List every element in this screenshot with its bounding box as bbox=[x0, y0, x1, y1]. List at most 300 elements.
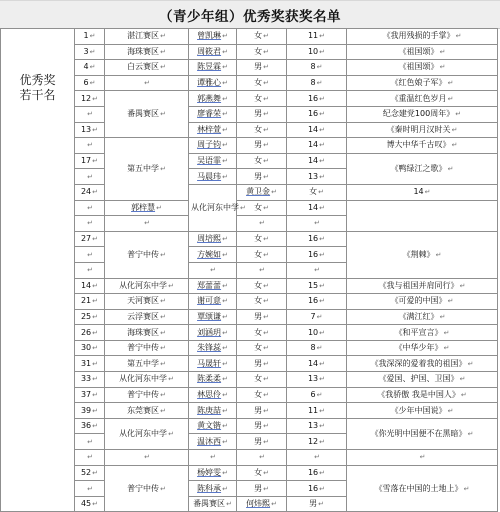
name-cell-text: 马晨玮 bbox=[197, 171, 222, 181]
gender-cell-text: 男 bbox=[254, 358, 263, 368]
school-cell bbox=[189, 496, 237, 512]
table-row bbox=[1, 231, 498, 247]
award-line-2: 若干名 bbox=[19, 88, 56, 102]
serial-cell bbox=[75, 450, 105, 466]
name-cell-text: 朱锋蕊 bbox=[197, 343, 222, 353]
name-cell bbox=[189, 75, 237, 91]
return-mark-icon: ↵ bbox=[459, 281, 466, 290]
school-cell bbox=[105, 465, 189, 512]
name-cell bbox=[189, 434, 237, 450]
age-cell-text: 15 bbox=[307, 280, 319, 290]
return-mark-icon: ↵ bbox=[424, 188, 431, 197]
return-mark-icon: ↵ bbox=[263, 359, 269, 368]
award-table-body bbox=[1, 29, 498, 512]
table-row bbox=[1, 278, 498, 294]
school-cell-text: 普宁中传 bbox=[127, 483, 160, 493]
school-cell bbox=[105, 418, 189, 449]
serial-cell bbox=[75, 356, 105, 372]
name-cell bbox=[237, 184, 287, 200]
name-cell bbox=[189, 122, 237, 138]
name-cell bbox=[189, 481, 237, 497]
gender-cell-text: 女 bbox=[254, 249, 263, 259]
age-cell-text: 14 bbox=[307, 156, 319, 166]
return-mark-icon: ↵ bbox=[144, 219, 150, 228]
gender-cell bbox=[237, 106, 287, 122]
serial-cell bbox=[75, 247, 105, 263]
gender-cell bbox=[237, 278, 287, 294]
return-mark-icon: ↵ bbox=[263, 203, 269, 212]
serial-cell bbox=[75, 29, 105, 45]
return-mark-icon: ↵ bbox=[319, 422, 326, 431]
return-mark-icon: ↵ bbox=[460, 390, 467, 399]
age-cell bbox=[287, 325, 347, 341]
table-row bbox=[1, 372, 498, 388]
work-cell bbox=[347, 278, 498, 294]
return-mark-icon: ↵ bbox=[319, 110, 326, 119]
return-mark-icon: ↵ bbox=[319, 94, 326, 103]
gender-cell bbox=[237, 340, 287, 356]
name-cell bbox=[189, 29, 237, 45]
name-cell bbox=[189, 153, 237, 169]
serial-cell-text: 24 bbox=[80, 187, 92, 197]
return-mark-icon: ↵ bbox=[160, 297, 166, 306]
return-mark-icon: ↵ bbox=[319, 172, 326, 181]
return-mark-icon: ↵ bbox=[319, 32, 326, 41]
work-cell bbox=[347, 91, 498, 107]
return-mark-icon: ↵ bbox=[263, 235, 269, 244]
school-cell-text: 普宁中传 bbox=[127, 389, 160, 399]
work-cell bbox=[347, 450, 498, 466]
school-cell-text: 第五中学 bbox=[127, 163, 160, 173]
return-mark-icon: ↵ bbox=[319, 235, 326, 244]
return-mark-icon: ↵ bbox=[451, 141, 458, 150]
return-mark-icon: ↵ bbox=[447, 297, 454, 306]
return-mark-icon: ↵ bbox=[319, 47, 326, 56]
return-mark-icon: ↵ bbox=[222, 390, 228, 399]
name-cell-text: 吴语霏 bbox=[197, 156, 222, 166]
return-mark-icon: ↵ bbox=[222, 297, 228, 306]
serial-cell-text: 25 bbox=[80, 311, 92, 321]
name-cell-text: 周培熙 bbox=[197, 234, 222, 244]
serial-cell bbox=[75, 496, 105, 512]
serial-cell-text: 39 bbox=[80, 405, 92, 415]
award-category-cell bbox=[1, 29, 75, 512]
return-mark-icon: ↵ bbox=[222, 235, 228, 244]
return-mark-icon: ↵ bbox=[92, 468, 99, 477]
work-cell bbox=[347, 231, 498, 278]
age-cell-text: 13 bbox=[307, 171, 319, 181]
return-mark-icon: ↵ bbox=[259, 219, 265, 228]
school-cell bbox=[105, 91, 189, 138]
name-cell bbox=[189, 294, 237, 310]
school-cell-text: 从化河东中学 bbox=[191, 202, 239, 212]
return-mark-icon: ↵ bbox=[467, 359, 474, 368]
return-mark-icon: ↵ bbox=[319, 375, 326, 384]
work-cell-text: 《红色娘子军》 bbox=[390, 78, 447, 88]
return-mark-icon: ↵ bbox=[87, 250, 93, 259]
serial-cell-text: 21 bbox=[80, 296, 92, 306]
gender-cell bbox=[237, 356, 287, 372]
age-cell bbox=[287, 309, 347, 325]
work-cell-text: 《重温红色岁月 bbox=[390, 93, 447, 103]
return-mark-icon: ↵ bbox=[319, 157, 326, 166]
return-mark-icon: ↵ bbox=[222, 312, 228, 321]
name-cell bbox=[189, 169, 237, 185]
serial-cell-text: 52 bbox=[80, 467, 92, 477]
work-cell-text: 《我骄傲 我是中国人》 bbox=[377, 389, 460, 399]
serial-cell-text: 45 bbox=[80, 499, 92, 509]
age-cell-text: 11 bbox=[307, 405, 319, 415]
return-mark-icon: ↵ bbox=[210, 266, 216, 275]
return-mark-icon: ↵ bbox=[92, 312, 99, 321]
return-mark-icon: ↵ bbox=[222, 94, 228, 103]
return-mark-icon: ↵ bbox=[87, 110, 93, 119]
age-cell-text: 13 bbox=[307, 421, 319, 431]
school-cell bbox=[105, 340, 189, 356]
return-mark-icon: ↵ bbox=[447, 164, 454, 173]
work-cell-text: 《我深深的爱着我的祖国》 bbox=[370, 358, 467, 368]
serial-cell-text: 27 bbox=[80, 234, 92, 244]
gender-cell bbox=[237, 29, 287, 45]
work-cell-text: 博大中华千古叹》 bbox=[386, 140, 451, 150]
age-cell-text: 16 bbox=[307, 467, 319, 477]
gender-cell-text: 女 bbox=[254, 280, 263, 290]
gender-cell-text: 女 bbox=[254, 467, 263, 477]
gender-cell-text: 女 bbox=[254, 389, 263, 399]
serial-cell bbox=[75, 387, 105, 403]
school-cell bbox=[105, 387, 189, 403]
age-cell-text: 16 bbox=[307, 249, 319, 259]
return-mark-icon: ↵ bbox=[263, 32, 269, 41]
table-row bbox=[1, 75, 498, 91]
name-cell-text: 林思伶 bbox=[197, 389, 222, 399]
return-mark-icon: ↵ bbox=[447, 79, 454, 88]
return-mark-icon: ↵ bbox=[319, 359, 326, 368]
name-cell bbox=[189, 356, 237, 372]
name-cell bbox=[189, 60, 237, 76]
return-mark-icon: ↵ bbox=[263, 157, 269, 166]
age-cell-text: 14 bbox=[413, 187, 424, 197]
school-cell-text: 从化河东中学 bbox=[119, 428, 168, 438]
age-cell-text: 16 bbox=[307, 483, 319, 493]
name-cell bbox=[189, 44, 237, 60]
school-cell-text: 从化河东中学 bbox=[119, 374, 168, 384]
age-cell-text: 14 bbox=[307, 124, 319, 134]
table-row bbox=[1, 200, 498, 216]
age-cell-text: 16 bbox=[307, 93, 319, 103]
name-cell-text: 陈昱霖 bbox=[197, 62, 222, 72]
age-cell-text: 14 bbox=[307, 140, 319, 150]
return-mark-icon: ↵ bbox=[222, 406, 228, 415]
table-row bbox=[1, 450, 498, 466]
return-mark-icon: ↵ bbox=[263, 141, 269, 150]
name-cell bbox=[189, 138, 237, 154]
return-mark-icon: ↵ bbox=[168, 375, 174, 384]
gender-cell bbox=[237, 44, 287, 60]
return-mark-icon: ↵ bbox=[316, 63, 323, 72]
serial-cell bbox=[75, 75, 105, 91]
name-cell bbox=[189, 340, 237, 356]
return-mark-icon: ↵ bbox=[316, 390, 323, 399]
work-cell-text: 《祖国颂》 bbox=[398, 62, 439, 72]
school-cell bbox=[105, 75, 189, 91]
table-row bbox=[1, 356, 498, 372]
return-mark-icon: ↵ bbox=[92, 390, 99, 399]
school-cell bbox=[105, 372, 189, 388]
gender-cell bbox=[237, 465, 287, 481]
return-mark-icon: ↵ bbox=[226, 500, 232, 509]
table-row bbox=[1, 465, 498, 481]
gender-cell-text: 男 bbox=[254, 405, 263, 415]
return-mark-icon: ↵ bbox=[222, 157, 228, 166]
school-cell bbox=[105, 309, 189, 325]
serial-cell-text: 1 bbox=[83, 31, 89, 41]
return-mark-icon: ↵ bbox=[263, 297, 269, 306]
return-mark-icon: ↵ bbox=[455, 110, 462, 119]
gender-cell-text: 女 bbox=[254, 327, 263, 337]
gender-cell bbox=[237, 372, 287, 388]
table-row bbox=[1, 44, 498, 60]
return-mark-icon: ↵ bbox=[319, 437, 326, 446]
gender-cell-text: 女 bbox=[254, 78, 263, 88]
return-mark-icon: ↵ bbox=[319, 203, 326, 212]
serial-cell-text: 13 bbox=[80, 124, 92, 134]
age-cell bbox=[287, 418, 347, 434]
return-mark-icon: ↵ bbox=[263, 344, 269, 353]
age-cell-text: 14 bbox=[307, 358, 319, 368]
school-cell bbox=[189, 184, 246, 231]
return-mark-icon: ↵ bbox=[222, 110, 228, 119]
gender-cell bbox=[237, 450, 287, 466]
gender-cell-text: 男 bbox=[254, 483, 263, 493]
return-mark-icon: ↵ bbox=[222, 422, 228, 431]
return-mark-icon: ↵ bbox=[263, 375, 269, 384]
age-cell bbox=[287, 340, 347, 356]
work-cell-text: 《可爱的中国》 bbox=[390, 296, 447, 306]
work-cell bbox=[347, 122, 498, 138]
return-mark-icon: ↵ bbox=[222, 32, 228, 41]
name-cell bbox=[237, 496, 287, 512]
return-mark-icon: ↵ bbox=[160, 344, 166, 353]
gender-cell bbox=[237, 434, 287, 450]
age-cell-text: 8 bbox=[310, 343, 316, 353]
return-mark-icon: ↵ bbox=[160, 32, 166, 41]
gender-cell bbox=[237, 231, 287, 247]
name-cell-text: 黄卫金 bbox=[246, 187, 271, 197]
table-row bbox=[1, 340, 498, 356]
age-cell-text: 6 bbox=[310, 389, 316, 399]
return-mark-icon: ↵ bbox=[144, 453, 150, 462]
serial-cell bbox=[75, 434, 105, 450]
return-mark-icon: ↵ bbox=[316, 79, 323, 88]
age-cell bbox=[287, 356, 347, 372]
return-mark-icon: ↵ bbox=[435, 250, 442, 259]
return-mark-icon: ↵ bbox=[447, 406, 454, 415]
school-cell bbox=[105, 450, 189, 466]
return-mark-icon: ↵ bbox=[263, 328, 269, 337]
name-cell-text: 郭梓慧 bbox=[131, 202, 156, 212]
serial-cell bbox=[75, 262, 105, 278]
serial-cell-text: 31 bbox=[80, 358, 92, 368]
return-mark-icon: ↵ bbox=[92, 500, 99, 509]
work-cell-text: 《我与祖国并肩同行》 bbox=[378, 280, 459, 290]
return-mark-icon: ↵ bbox=[319, 125, 326, 134]
age-cell-text: 16 bbox=[307, 109, 319, 119]
age-cell bbox=[287, 29, 347, 45]
age-cell bbox=[287, 278, 347, 294]
gender-cell-text: 女 bbox=[309, 187, 318, 197]
age-cell bbox=[287, 60, 347, 76]
return-mark-icon: ↵ bbox=[263, 281, 269, 290]
name-cell-text: 谢可意 bbox=[197, 296, 222, 306]
serial-cell-text: 14 bbox=[80, 280, 92, 290]
age-cell bbox=[287, 231, 347, 247]
school-cell bbox=[105, 356, 189, 372]
return-mark-icon: ↵ bbox=[222, 141, 228, 150]
return-mark-icon: ↵ bbox=[89, 79, 96, 88]
gender-cell bbox=[237, 122, 287, 138]
school-cell-text: 白云赛区 bbox=[127, 62, 160, 72]
return-mark-icon: ↵ bbox=[87, 141, 93, 150]
return-mark-icon: ↵ bbox=[87, 484, 93, 493]
return-mark-icon: ↵ bbox=[160, 164, 166, 173]
table-row bbox=[1, 387, 498, 403]
age-cell-text: 16 bbox=[307, 234, 319, 244]
work-cell-text: 《爱国、护国、卫国》 bbox=[378, 374, 459, 384]
return-mark-icon: ↵ bbox=[92, 157, 99, 166]
return-mark-icon: ↵ bbox=[92, 406, 99, 415]
return-mark-icon: ↵ bbox=[87, 453, 93, 462]
return-mark-icon: ↵ bbox=[92, 94, 99, 103]
serial-cell bbox=[75, 481, 105, 497]
return-mark-icon: ↵ bbox=[263, 390, 269, 399]
return-mark-icon: ↵ bbox=[87, 203, 93, 212]
age-cell bbox=[287, 387, 347, 403]
name-cell bbox=[189, 387, 237, 403]
name-cell bbox=[189, 231, 237, 247]
work-cell bbox=[347, 309, 498, 325]
work-cell bbox=[347, 60, 498, 76]
return-mark-icon: ↵ bbox=[263, 312, 269, 321]
gender-cell bbox=[287, 184, 347, 200]
work-cell bbox=[347, 340, 498, 356]
return-mark-icon: ↵ bbox=[263, 63, 269, 72]
work-cell-text: 《荆棘》 bbox=[402, 249, 435, 259]
name-cell-text: 廖睿荣 bbox=[197, 109, 222, 119]
serial-cell bbox=[75, 325, 105, 341]
school-cell-text: 海珠赛区 bbox=[127, 46, 160, 56]
table-row bbox=[1, 294, 498, 310]
age-cell bbox=[287, 294, 347, 310]
serial-cell bbox=[75, 418, 105, 434]
return-mark-icon: ↵ bbox=[222, 125, 228, 134]
gender-cell-text: 女 bbox=[254, 343, 263, 353]
age-cell-text: 16 bbox=[307, 296, 319, 306]
name-cell-text: 马晟轩 bbox=[197, 358, 222, 368]
age-cell bbox=[287, 403, 347, 419]
age-cell bbox=[287, 216, 347, 232]
serial-cell bbox=[75, 372, 105, 388]
return-mark-icon: ↵ bbox=[160, 328, 166, 337]
age-cell-text: 8 bbox=[310, 62, 316, 72]
gender-cell-text: 女 bbox=[254, 296, 263, 306]
gender-cell-text: 男 bbox=[254, 436, 263, 446]
age-cell bbox=[287, 481, 347, 497]
serial-cell bbox=[75, 309, 105, 325]
name-cell-text: 黄文锴 bbox=[197, 421, 222, 431]
work-cell-text: 纪念建党100周年》 bbox=[382, 109, 455, 119]
age-cell-text: 10 bbox=[307, 46, 319, 56]
name-cell-text: 曾凯琳 bbox=[197, 31, 222, 41]
gender-cell-text: 女 bbox=[254, 31, 263, 41]
table-row bbox=[1, 122, 498, 138]
return-mark-icon: ↵ bbox=[316, 344, 323, 353]
return-mark-icon: ↵ bbox=[144, 79, 150, 88]
gender-cell bbox=[237, 403, 287, 419]
serial-cell bbox=[75, 60, 105, 76]
table-row bbox=[1, 403, 498, 419]
return-mark-icon: ↵ bbox=[222, 79, 228, 88]
award-table bbox=[0, 28, 498, 512]
return-mark-icon: ↵ bbox=[222, 375, 228, 384]
name-cell-text: 谭雅心 bbox=[197, 78, 222, 88]
work-cell-text: 《你光明中国便不在黑暗》 bbox=[370, 428, 467, 438]
return-mark-icon: ↵ bbox=[271, 188, 277, 197]
work-cell bbox=[347, 29, 498, 45]
return-mark-icon: ↵ bbox=[314, 453, 320, 462]
return-mark-icon: ↵ bbox=[259, 266, 265, 275]
gender-cell bbox=[237, 309, 287, 325]
age-cell-text: 8 bbox=[310, 78, 316, 88]
name-cell-text: 陈柔柔 bbox=[197, 374, 222, 384]
gender-cell-text: 男 bbox=[254, 109, 263, 119]
gender-cell bbox=[237, 91, 287, 107]
school-cell bbox=[105, 231, 189, 278]
work-cell-text: 《鸭绿江之歌》 bbox=[390, 163, 447, 173]
age-cell-text: 12 bbox=[307, 436, 319, 446]
return-mark-icon: ↵ bbox=[263, 406, 269, 415]
name-cell-text: 周筱君 bbox=[197, 46, 222, 56]
gender-cell bbox=[237, 418, 287, 434]
age-cell-text: 14 bbox=[307, 202, 319, 212]
age-cell bbox=[287, 247, 347, 263]
age-cell bbox=[287, 91, 347, 107]
name-cell-text: 陈庚喆 bbox=[197, 405, 222, 415]
serial-cell bbox=[75, 216, 105, 232]
age-cell bbox=[287, 372, 347, 388]
serial-cell-text: 30 bbox=[80, 343, 92, 353]
return-mark-icon: ↵ bbox=[89, 32, 96, 41]
return-mark-icon: ↵ bbox=[92, 344, 99, 353]
work-cell-text: 《祖国颂》 bbox=[398, 46, 439, 56]
school-cell-text: 番禺赛区 bbox=[193, 499, 226, 509]
work-cell bbox=[347, 403, 498, 419]
return-mark-icon: ↵ bbox=[92, 328, 99, 337]
name-cell bbox=[105, 200, 189, 216]
table-row bbox=[1, 106, 498, 122]
return-mark-icon: ↵ bbox=[455, 32, 462, 41]
name-cell bbox=[105, 216, 189, 232]
serial-cell-text: 26 bbox=[80, 327, 92, 337]
name-cell bbox=[189, 247, 237, 263]
school-cell bbox=[105, 44, 189, 60]
serial-cell bbox=[75, 465, 105, 481]
name-cell-text: 陈科承 bbox=[197, 483, 222, 493]
work-cell-text: 《和平宣言》 bbox=[394, 327, 443, 337]
return-mark-icon: ↵ bbox=[439, 312, 446, 321]
return-mark-icon: ↵ bbox=[443, 328, 450, 337]
school-cell bbox=[105, 278, 189, 294]
